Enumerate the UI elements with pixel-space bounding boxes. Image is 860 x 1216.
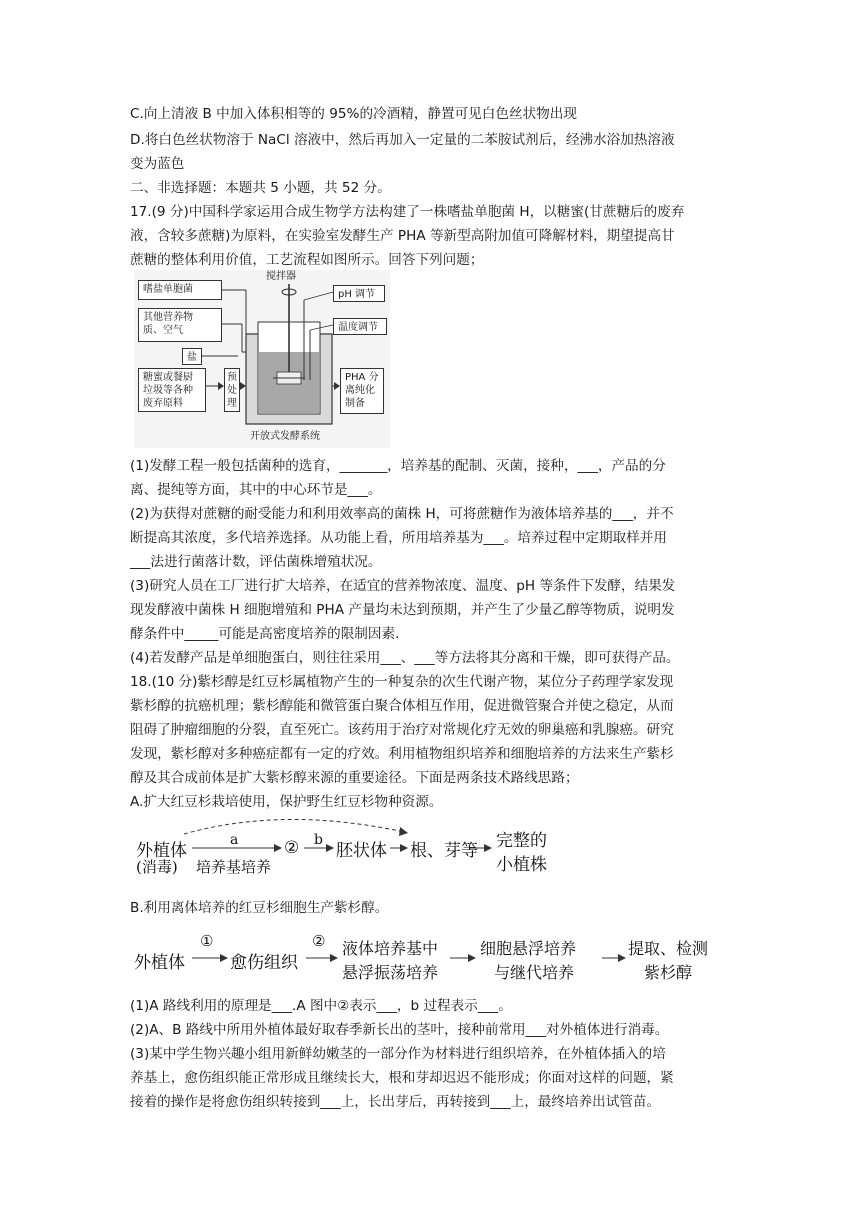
flow-a-step-b: b — [314, 832, 323, 848]
diagram-caption: 开放式发酵系统 — [250, 431, 320, 442]
raw-line1: 糖蜜或餐厨 — [143, 372, 193, 383]
flow-b-circle-two: ② — [312, 932, 326, 950]
q18-stem-1: 18.(10 分)紫杉醇是红豆杉属植物产生的一种复杂的次生代谢产物，某位分子药理学家发现 — [130, 674, 674, 690]
option-d: D.将白色丝状物溶于 NaCl 溶液中，然后再加入一定量的二苯胺试剂后，经沸水浴加热溶液 — [130, 132, 675, 148]
flow-b-cell-line2: 与继代培养 — [494, 963, 575, 982]
flow-b-diagram — [134, 930, 734, 988]
q17-1-line2: 离、提纯等方面，其中的中心环节是___。 — [130, 482, 382, 498]
q17-stem-1: 17.(9 分)中国科学家运用合成生物学方法构建了一株嗜盐单胞菌 H，以糖蜜(甘蔗糖后的废弃 — [130, 204, 685, 220]
pre-line2: 处 — [227, 385, 237, 396]
fermentation-diagram — [134, 270, 390, 448]
q17-2-line2: 断提高其浓度，多代培养选择。从功能上看，所用培养基为___。培养过程中定期取样并用 — [130, 530, 667, 546]
section-heading: 二、非选择题：本题共 5 小题，共 52 分。 — [130, 180, 391, 196]
pre-line1: 预 — [227, 372, 237, 383]
input-nutrients-line2: 质、空气 — [143, 325, 183, 336]
pre-line3: 理 — [227, 398, 237, 409]
ph-box: pH 调节 — [333, 285, 385, 302]
flow-a-rootbud: 根、芽等 — [410, 841, 478, 861]
input-nutrients-box — [138, 308, 222, 342]
q17-stem-2: 液，含较多蔗糖)为原料，在实验室发酵生产 PHA 等新型高附加值可降解材料，期望提高甘 — [130, 228, 675, 244]
flow-a-diagram — [134, 818, 574, 880]
flow-a-plant-line2: 小植株 — [496, 855, 547, 875]
q17-1-line1: (1)发酵工程一般包括菌种的选育，_______，培养基的配制、灭菌，接种，___，产品的分 — [130, 458, 666, 474]
input-nutrients-line1: 其他营养物 — [143, 312, 193, 323]
stirrer-label: 搅拌器 — [266, 271, 296, 282]
q18-3-line3: 接着的操作是将愈伤组织转接到___上，长出芽后，再转接到___上，最终培养出试管苗。 — [130, 1094, 661, 1110]
q18-2: (2)A、B 路线中所用外植体最好取春季新长出的茎叶，接种前常用___对外植体进行消毒。 — [130, 1022, 669, 1038]
q17-3-line3: 酵条件中_____可能是高密度培养的限制因素. — [130, 626, 400, 642]
raw-line2: 垃圾等各种 — [143, 385, 193, 396]
raw-material-box — [138, 368, 206, 412]
q18-stem-5: 醇及其合成前体是扩大紫杉醇来源的重要途径。下面是两条技术路线思路； — [130, 770, 579, 786]
q18-stem-3: 阻碍了肿瘤细胞的分裂，直至死亡。该药用于治疗对常规化疗无效的卵巢癌和乳腺癌。研究 — [130, 722, 674, 738]
q18-3-line1: (3)某中学生物兴趣小组用新鲜幼嫩茎的一部分作为材料进行组织培养，在外植体插入的培 — [130, 1046, 666, 1062]
q17-2-line1: (2)为获得对蔗糖的耐受能力和利用效率高的菌株 H，可将蔗糖作为液体培养基的___，并不 — [130, 506, 674, 522]
flow-b-liquid-line1: 液体培养基中 — [342, 939, 439, 958]
salt-box: 盐 — [182, 348, 202, 365]
flow-a-step-a: a — [230, 832, 239, 848]
pretreatment-box — [224, 368, 240, 412]
q17-3-line2: 现发酵液中菌株 H 细胞增殖和 PHA 产量均未达到预期，并产生了少量乙醇等物质，说明发 — [130, 602, 675, 618]
route-b-label: B.利用离体培养的红豆杉细胞生产紫杉醇。 — [130, 900, 389, 916]
flow-b-extract-line2: 紫杉醇 — [644, 963, 693, 982]
q18-stem-4: 发现，紫杉醇对多种癌症都有一定的疗效。利用植物组织培养和细胞培养的方法来生产紫杉 — [130, 746, 674, 762]
option-c: C.向上清液 B 中加入体积相等的 95%的冷酒精，静置可见白色丝状物出现 — [130, 106, 577, 122]
flow-a-explant: 外植体 — [136, 841, 187, 861]
flow-b-extract-line1: 提取、检测 — [628, 939, 709, 958]
option-d-cont: 变为蓝色 — [130, 156, 185, 172]
flow-a-embryo: 胚状体 — [336, 841, 387, 861]
flow-a-circle-two: ② — [284, 838, 300, 858]
q17-stem-3: 蔗糖的整体利用价值，工艺流程如图所示。回答下列问题； — [130, 252, 484, 268]
q18-stem-2: 紫杉醇的抗癌机理；紫杉醇能和微管蛋白聚合体相互作用，促进微管聚合并使之稳定，从而 — [130, 698, 674, 714]
route-a-label: A.扩大红豆杉栽培使用，保护野生红豆杉物种资源。 — [130, 794, 443, 810]
flow-a-plant-line1: 完整的 — [496, 831, 547, 851]
out-line3: 制备 — [345, 398, 365, 409]
temp-box: 温度调节 — [333, 318, 387, 335]
raw-line3: 废弃原料 — [143, 398, 183, 409]
out-line1: PHA 分 — [345, 372, 379, 383]
output-box — [340, 368, 384, 414]
flow-b-explant: 外植体 — [134, 953, 185, 973]
flow-b-callus: 愈伤组织 — [230, 953, 298, 973]
q17-2-line3: ___法进行菌落计数，评估菌株增殖状况。 — [130, 554, 382, 570]
q18-3-line2: 养基上，愈伤组织能正常形成且继续长大，根和芽却迟迟不能形成；你面对这样的问题，紧 — [130, 1070, 674, 1086]
flow-b-circle-one: ① — [200, 932, 214, 950]
flow-b-cell-line1: 细胞悬浮培养 — [480, 939, 577, 958]
input-bacteria-box: 嗜盐单胞菌 — [138, 280, 222, 300]
out-line2: 离纯化 — [345, 385, 375, 396]
q17-3-line1: (3)研究人员在工厂进行扩大培养，在适宜的营养物浓度、温度、pH 等条件下发酵，结果发 — [130, 578, 676, 594]
flow-a-medium: 培养基培养 — [196, 858, 272, 876]
flow-a-disinfect: (消毒) — [136, 858, 178, 876]
q18-1: (1)A 路线利用的原理是___.A 图中②表示___，b 过程表示___。 — [130, 998, 512, 1014]
flow-b-liquid-line2: 悬浮振荡培养 — [342, 963, 439, 982]
q17-4-line1: (4)若发酵产品是单细胞蛋白，则往往采用___、___等方法将其分离和干燥，即可获得产品。 — [130, 650, 680, 666]
